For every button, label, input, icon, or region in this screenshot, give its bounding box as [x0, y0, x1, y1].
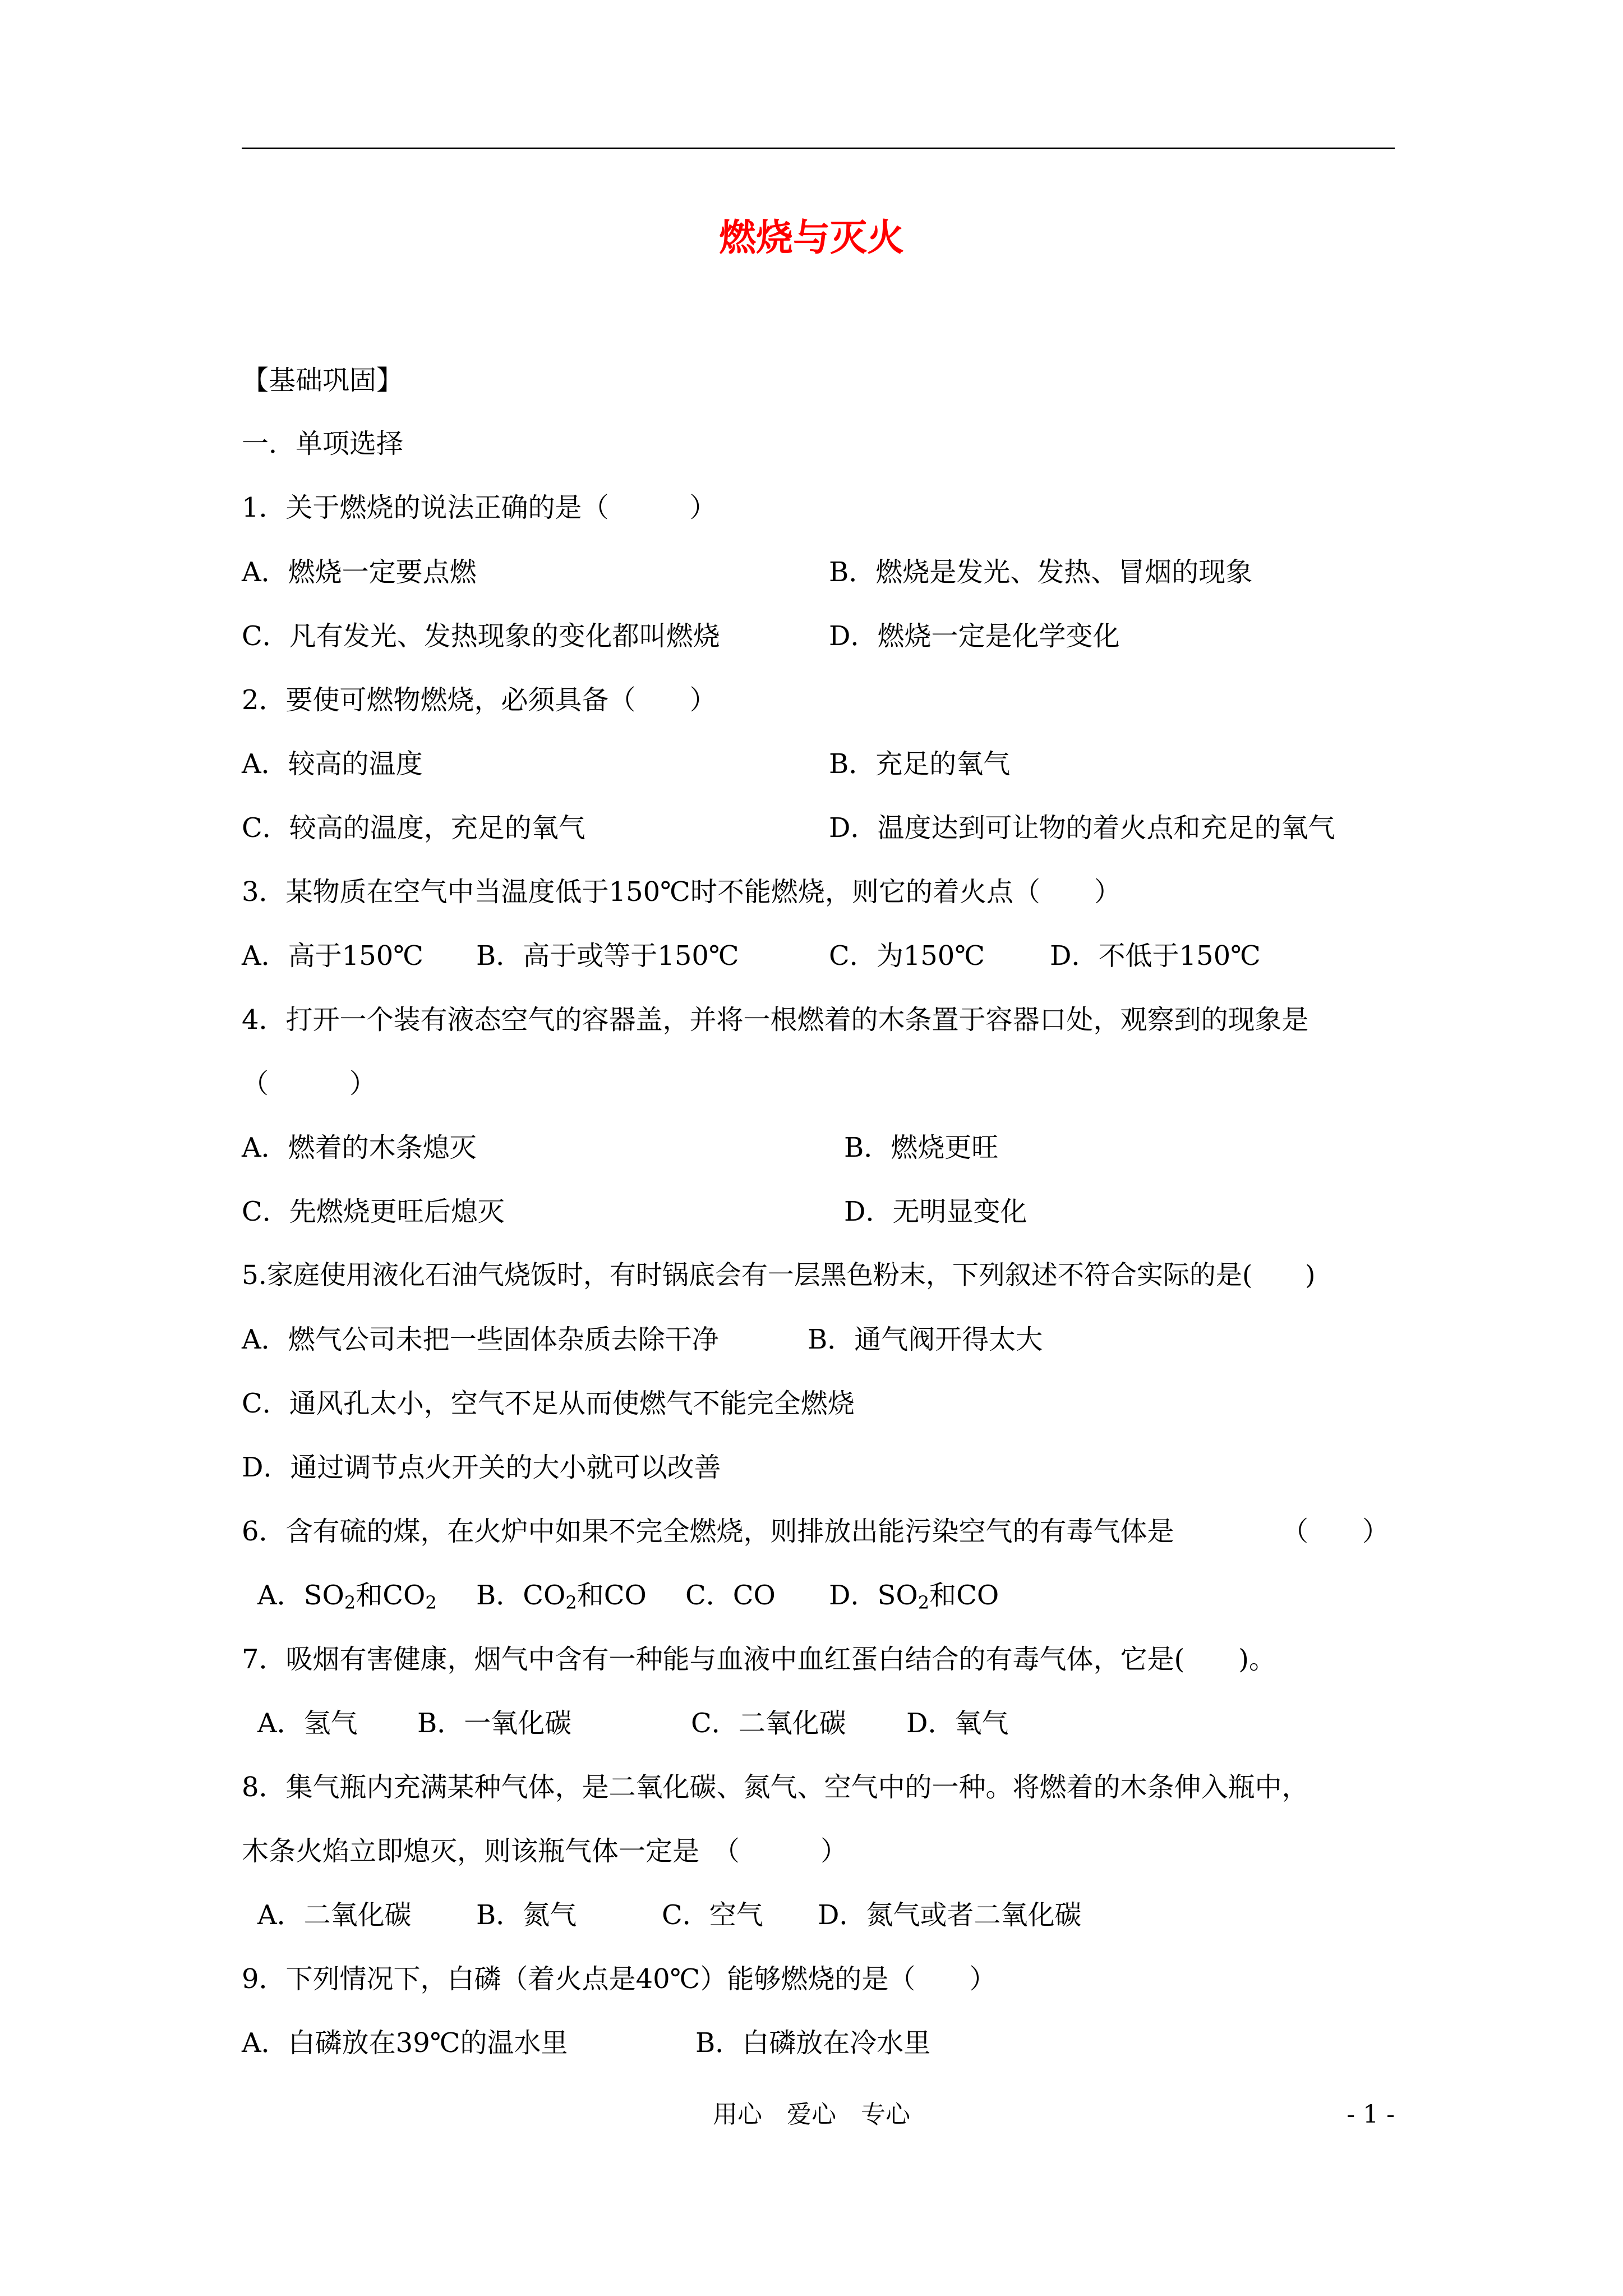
question-1-option-b: B．燃烧是发光、发热、冒烟的现象 [829, 556, 1253, 588]
question-4-stem-cont: （ ） [242, 1068, 377, 1099]
question-5-option-a: A．燃气公司未把一些固体杂质去除干净 [242, 1324, 719, 1355]
question-6-option-d: D．$SO_2$和CO [829, 1580, 999, 1613]
question-6-stem: 6．含有硫的煤，在火炉中如果不完全燃烧，则排放出能污染空气的有毒气体是 [242, 1516, 1174, 1547]
question-2-option-b: B．充足的氧气 [829, 748, 1011, 780]
question-9-option-b: B．白磷放在冷水里 [695, 2027, 931, 2059]
question-5-option-d: D．通过调节点火开关的大小就可以改善 [242, 1452, 721, 1483]
footer-motto: 用心 爱心 专心 [713, 2100, 910, 2129]
page-title: 燃烧与灭火 [719, 215, 904, 259]
page-number: - 1 - [1347, 2100, 1395, 2129]
question-6-option-a: A．$SO_2$和$CO_2$ [257, 1580, 437, 1613]
question-7-option-a: A．氢气 [257, 1708, 358, 1739]
question-2-option-d: D．温度达到可让物的着火点和充足的氧气 [829, 812, 1335, 844]
question-6-option-c: C．CO [685, 1580, 776, 1611]
question-1-option-d: D．燃烧一定是化学变化 [829, 620, 1120, 652]
question-5-option-b: B．通气阀开得太大 [808, 1324, 1043, 1355]
question-2-option-a: A．较高的温度 [242, 748, 423, 780]
header-rule [242, 148, 1395, 149]
question-5-option-c: C．通风孔太小，空气不足从而使燃气不能完全燃烧 [242, 1388, 855, 1419]
question-8-stem: 8．集气瓶内充满某种气体，是二氧化碳、氮气、空气中的一种。将燃着的木条伸入瓶中， [242, 1772, 1309, 1803]
question-4-option-d: D．无明显变化 [844, 1196, 1027, 1227]
question-3-option-b: B．高于或等于150℃ [476, 940, 739, 972]
question-8-option-c: C．空气 [662, 1899, 763, 1931]
question-6-answer-paren: （ ） [1281, 1516, 1390, 1547]
question-6-option-b: B．$CO_2$和CO [476, 1580, 647, 1613]
question-9-stem: 9．下列情况下，白磷（着火点是40℃）能够燃烧的是（ ） [242, 1963, 997, 1995]
part-label: 一．单项选择 [242, 428, 404, 459]
question-3-option-a: A．高于150℃ [242, 940, 423, 972]
question-5-stem: 5.家庭使用液化石油气烧饭时，有时锅底会有一层黑色粉末，下列叙述不符合实际的是( ) [242, 1260, 1316, 1291]
section-label: 【基础巩固】 [242, 365, 404, 396]
question-8-option-a: A．二氧化碳 [257, 1899, 412, 1931]
question-9-option-a: A．白磷放在39℃的温水里 [242, 2027, 568, 2059]
question-8-stem-cont: 木条火焰立即熄灭，则该瓶气体一定是 （ ） [242, 1835, 848, 1867]
question-3-option-d: D．不低于150℃ [1050, 940, 1261, 972]
question-1-option-a: A．燃烧一定要点燃 [242, 556, 477, 588]
question-7-option-c: C．二氧化碳 [691, 1708, 846, 1739]
question-2-stem: 2．要使可燃物燃烧，必须具备（ ） [242, 684, 717, 716]
question-8-option-d: D．氮气或者二氧化碳 [818, 1899, 1082, 1931]
question-4-option-b: B．燃烧更旺 [844, 1132, 999, 1163]
question-1-option-c: C．凡有发光、发热现象的变化都叫燃烧 [242, 620, 720, 652]
question-7-stem: 7．吸烟有害健康，烟气中含有一种能与血液中血红蛋白结合的有毒气体，它是( )。 [242, 1644, 1276, 1675]
question-7-option-b: B．一氧化碳 [417, 1708, 572, 1739]
question-7-option-d: D．氧气 [906, 1708, 1009, 1739]
question-4-option-c: C．先燃烧更旺后熄灭 [242, 1196, 505, 1227]
question-4-stem: 4．打开一个装有液态空气的容器盖，并将一根燃着的木条置于容器口处，观察到的现象是 [242, 1004, 1309, 1036]
question-1-stem: 1．关于燃烧的说法正确的是（ ） [242, 492, 717, 523]
question-3-option-c: C．为150℃ [829, 940, 985, 972]
question-8-option-b: B．氮气 [476, 1899, 577, 1931]
question-3-stem: 3．某物质在空气中当温度低于150℃时不能燃烧，则它的着火点（ ） [242, 876, 1121, 908]
question-4-option-a: A．燃着的木条熄灭 [242, 1132, 477, 1163]
question-2-option-c: C．较高的温度，充足的氧气 [242, 812, 585, 844]
